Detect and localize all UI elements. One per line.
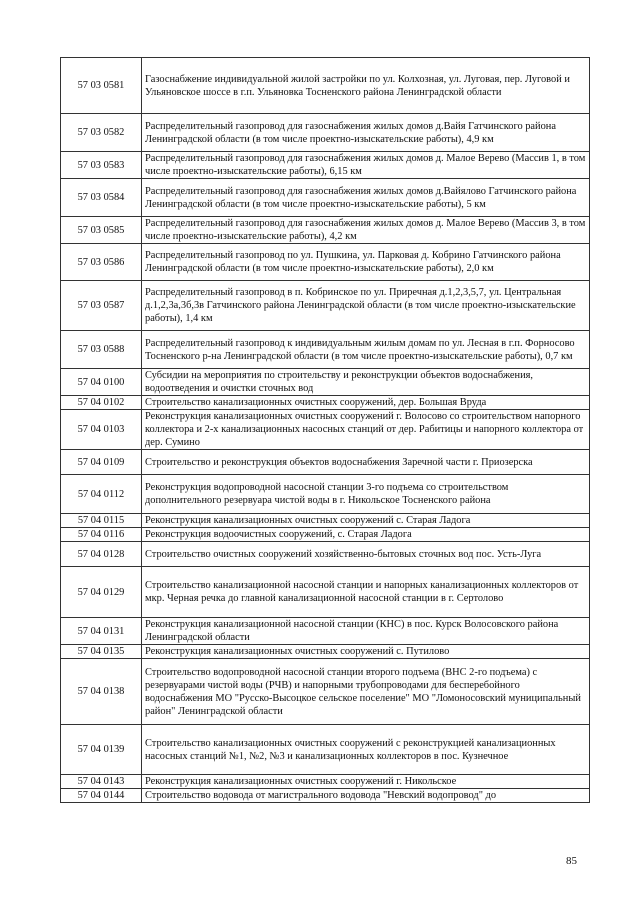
row-description: Строительство и реконструкция объектов водоснабжения Заречной части г. Приозерска (142, 450, 590, 475)
row-code: 57 04 0109 (61, 450, 142, 475)
row-code: 57 03 0581 (61, 58, 142, 114)
row-code: 57 04 0139 (61, 725, 142, 775)
row-description: Строительство канализационной насосной станции и напорных канализационных коллекторов от мкр. Черная речка до главной канализационной насосной станции в г. Сертолово (142, 567, 590, 618)
row-code: 57 03 0584 (61, 179, 142, 217)
table-row (61, 281, 590, 331)
row-description: Распределительный газопровод для газоснабжения жилых домов д.Вайялово Гатчинского района Ленинградской области (в том числе проектно-изыскательские работы), 5 км (142, 179, 590, 217)
table-body (61, 58, 590, 803)
row-code: 57 04 0129 (61, 567, 142, 618)
row-code: 57 04 0115 (61, 514, 142, 528)
row-code: 57 03 0585 (61, 217, 142, 244)
row-description: Строительство канализационных очистных сооружений, дер. Большая Вруда (142, 396, 590, 410)
table-row (61, 217, 590, 244)
row-description: Строительство канализационных очистных сооружений с реконструкцией канализационных насосных станций №1, №2, №3 и канализационных коллекторов в пос. Кузнечное (142, 725, 590, 775)
table-row (61, 450, 590, 475)
row-code: 57 03 0588 (61, 331, 142, 369)
row-description: Распределительный газопровод для газоснабжения жилых домов д.Вайя Гатчинского района Ленинградской области (в том числе проектно-изыскательские работы), 4,9 км (142, 114, 590, 152)
table-row (61, 331, 590, 369)
table-row (61, 775, 590, 789)
row-code: 57 03 0583 (61, 152, 142, 179)
page-number: 85 (566, 855, 577, 867)
row-description: Реконструкция канализационных очистных сооружений с. Путилово (142, 645, 590, 659)
row-description: Реконструкция водоочистных сооружений, с. Старая Ладога (142, 528, 590, 542)
table-row (61, 58, 590, 114)
table-row (61, 475, 590, 514)
row-description: Реконструкция канализационных очистных сооружений г. Никольское (142, 775, 590, 789)
row-code: 57 04 0131 (61, 618, 142, 645)
row-code: 57 03 0582 (61, 114, 142, 152)
row-code: 57 03 0587 (61, 281, 142, 331)
table-row (61, 244, 590, 281)
table-row (61, 179, 590, 217)
row-description: Субсидии на мероприятия по строительству и реконструкции объектов водоснабжения, водоотведения и очистки сточных вод (142, 369, 590, 396)
table-row (61, 514, 590, 528)
table-row (61, 789, 590, 803)
table-row (61, 725, 590, 775)
row-code: 57 04 0144 (61, 789, 142, 803)
table-row (61, 618, 590, 645)
row-description: Строительство водопроводной насосной станции второго подъема (ВНС 2-го подъема) с резервуарами чистой воды (РЧВ) и напорными трубопроводами для бесперебойного водоснабжения МО "Русско-Высоцкое сельское поселение" МО "Ломоносовский муниципальный район" Ленинградской области (142, 659, 590, 725)
table-row (61, 369, 590, 396)
table-row (61, 114, 590, 152)
row-description: Распределительный газопровод для газоснабжения жилых домов д. Малое Верево (Массив 1, в том числе проектно-изыскательские работы), 6,15 км (142, 152, 590, 179)
row-description: Реконструкция канализационных очистных сооружений с. Старая Ладога (142, 514, 590, 528)
row-code: 57 04 0143 (61, 775, 142, 789)
budget-codes-table (60, 57, 590, 803)
row-description: Реконструкция водопроводной насосной станции 3-го подъема со строительством дополнительного резервуара чистой воды в г. Никольское Тосненского района (142, 475, 590, 514)
table-row (61, 645, 590, 659)
table-row (61, 567, 590, 618)
row-code: 57 04 0138 (61, 659, 142, 725)
row-code: 57 03 0586 (61, 244, 142, 281)
row-description: Распределительный газопровод в п. Кобринское по ул. Приречная д.1,2,3,5,7, ул. Центральная д.1,2,3а,3б,3в Гатчинского района Ленинградской области (в том числе проектно-изыскательские работы), 1,4 км (142, 281, 590, 331)
row-code: 57 04 0112 (61, 475, 142, 514)
row-description: Реконструкция канализационной насосной станции (КНС) в пос. Курск Волосовского района Ленинградской области (142, 618, 590, 645)
table-row (61, 659, 590, 725)
row-code: 57 04 0135 (61, 645, 142, 659)
row-description: Строительство водовода от магистрального водовода "Невский водопровод" до (142, 789, 590, 803)
row-code: 57 04 0102 (61, 396, 142, 410)
row-description: Распределительный газопровод по ул. Пушкина, ул. Парковая д. Кобрино Гатчинского района Ленинградской области (в том числе проектно-изыскательские работы), 2,0 км (142, 244, 590, 281)
row-description: Строительство очистных сооружений хозяйственно-бытовых сточных вод пос. Усть-Луга (142, 542, 590, 567)
row-code: 57 04 0116 (61, 528, 142, 542)
row-description: Распределительный газопровод для газоснабжения жилых домов д. Малое Верево (Массив 3, в том числе проектно-изыскательские работы), 4,2 км (142, 217, 590, 244)
row-code: 57 04 0103 (61, 410, 142, 450)
row-description: Реконструкция канализационных очистных сооружений г. Волосово со строительством напорного коллектора и 2-х канализационных насосных станций от дер. Рабитицы и напорного коллектора от дер. Сумино (142, 410, 590, 450)
table-row (61, 152, 590, 179)
row-code: 57 04 0100 (61, 369, 142, 396)
table-row (61, 410, 590, 450)
table-row (61, 396, 590, 410)
table-row (61, 542, 590, 567)
row-description: Газоснабжение индивидуальной жилой застройки по ул. Колхозная, ул. Луговая, пер. Луговой и Ульяновское шоссе в г.п. Ульяновка Тосненского района Ленинградской области (142, 58, 590, 114)
row-description: Распределительный газопровод к индивидуальным жилым домам по ул. Лесная в г.п. Форносово Тосненского р-на Ленинградской области (в том числе проектно-изыскательские работы), 0,7 км (142, 331, 590, 369)
row-code: 57 04 0128 (61, 542, 142, 567)
table-row (61, 528, 590, 542)
